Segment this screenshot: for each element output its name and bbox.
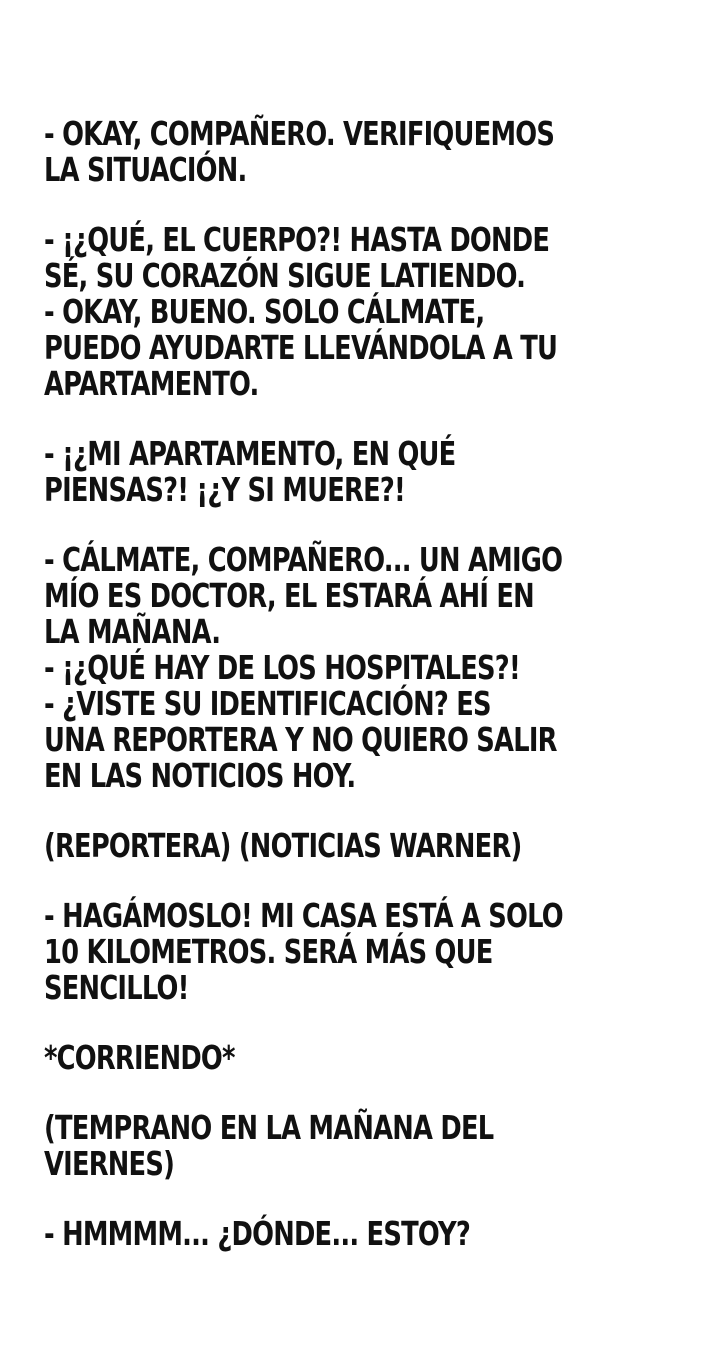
line: - ¿VISTE SU IDENTIFICACIÓN? ES (44, 684, 491, 723)
dialogue-block-6 (44, 1216, 684, 1252)
time-caption-block (44, 1110, 684, 1182)
line: VIERNES) (44, 1144, 175, 1183)
line: LA MAÑANA. (44, 612, 221, 651)
line: *CORRIENDO* (44, 1038, 235, 1077)
caption-block (44, 828, 684, 864)
dialogue-block-5 (44, 898, 684, 1006)
spacer (44, 1006, 684, 1040)
line: PUEDO AYUDARTE LLEVÁNDOLA A TU (44, 328, 558, 367)
line: - OKAY, BUENO. SOLO CÁLMATE, (44, 292, 485, 331)
spacer (44, 508, 684, 542)
line: - ¡¿QUÉ, EL CUERPO?! HASTA DONDE (44, 220, 550, 259)
line: (REPORTERA) (NOTICIAS WARNER) (44, 826, 522, 865)
dialogue-block-3 (44, 436, 684, 508)
line: - ¡¿MI APARTAMENTO, EN QUÉ (44, 434, 456, 473)
line: MÍO ES DOCTOR, EL ESTARÁ AHÍ EN (44, 576, 534, 615)
line: PIENSAS?! ¡¿Y SI MUERE?! (44, 470, 406, 509)
transcript-page (44, 116, 684, 1252)
dialogue-block-2 (44, 222, 684, 402)
dialogue-block-1 (44, 116, 684, 188)
spacer (44, 794, 684, 828)
line: - HMMMM... ¿DÓNDE... ESTOY? (44, 1214, 471, 1253)
line: - OKAY, COMPAÑERO. VERIFIQUEMOS (44, 114, 555, 153)
line: SÉ, SU CORAZÓN SIGUE LATIENDO. (44, 256, 526, 295)
line: APARTAMENTO. (44, 364, 259, 403)
line: LA SITUACIÓN. (44, 150, 247, 189)
line: - ¡¿QUÉ HAY DE LOS HOSPITALES?! (44, 648, 520, 687)
line: - CÁLMATE, COMPAÑERO... UN AMIGO (44, 540, 563, 579)
line: - HAGÁMOSLO! MI CASA ESTÁ A SOLO (44, 896, 563, 935)
dialogue-block-4 (44, 542, 684, 794)
spacer (44, 188, 684, 222)
line: SENCILLO! (44, 968, 189, 1007)
spacer (44, 1182, 684, 1216)
sound-effect-block (44, 1040, 684, 1076)
spacer (44, 1076, 684, 1110)
line: 10 KILOMETROS. SERÁ MÁS QUE (44, 932, 493, 971)
line: UNA REPORTERA Y NO QUIERO SALIR (44, 720, 557, 759)
spacer (44, 864, 684, 898)
line: (TEMPRANO EN LA MAÑANA DEL (44, 1108, 494, 1147)
spacer (44, 402, 684, 436)
line: EN LAS NOTICIOS HOY. (44, 756, 356, 795)
